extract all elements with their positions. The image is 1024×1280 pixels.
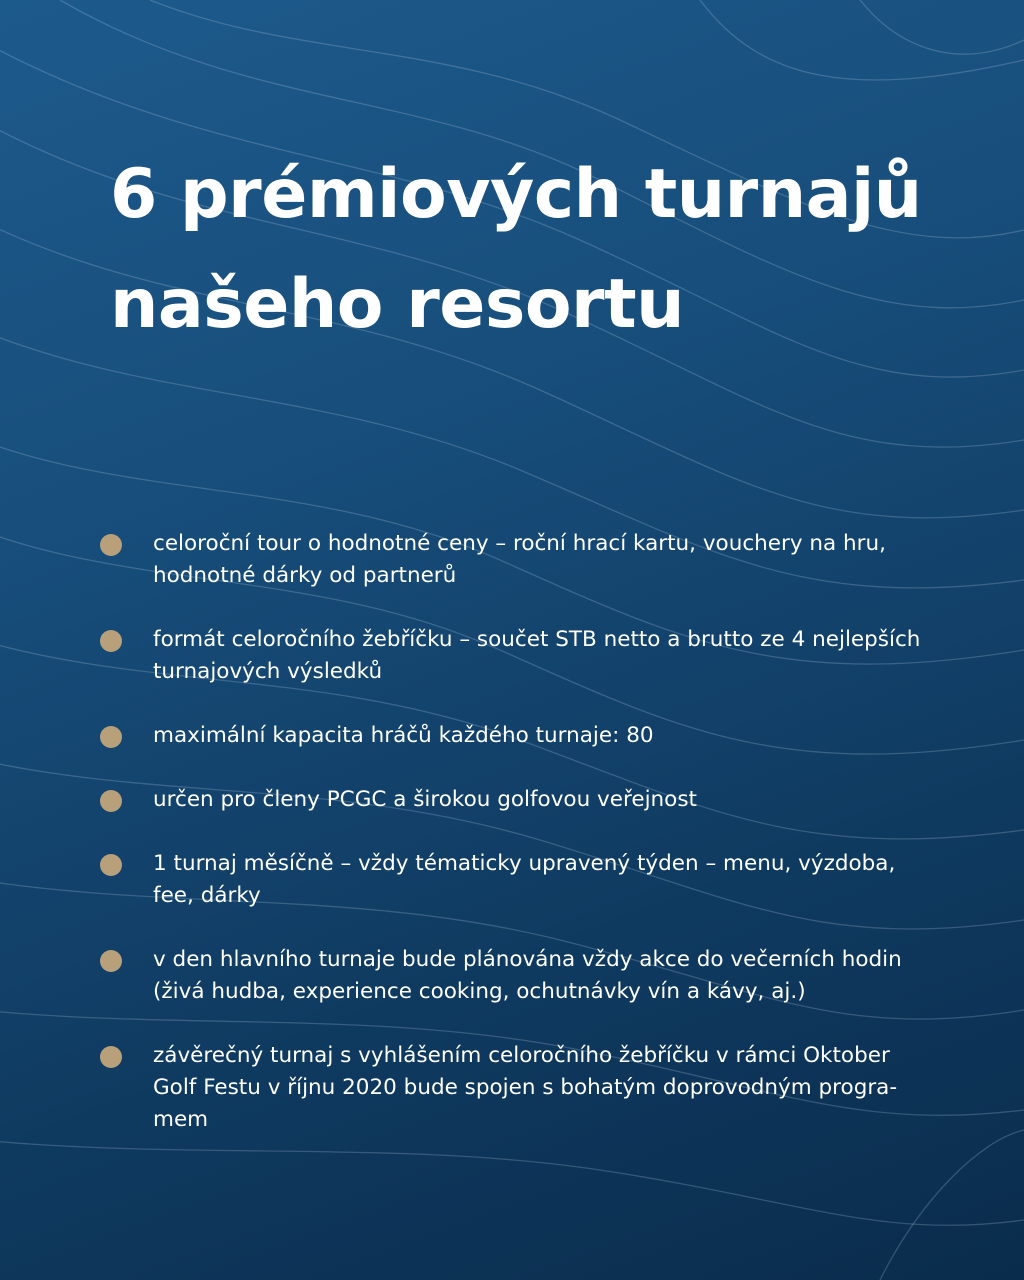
bullet-dot-icon [100, 1046, 122, 1068]
bullet-dot-icon [100, 950, 122, 972]
bullet-dot-icon [100, 790, 122, 812]
list-item-text: určen pro členy PCGC a širokou golfovou veřejnost [153, 787, 697, 812]
list-item-text: v den hlavního turnaje bude plánována vždy akce do večerních hodin (živá hudba, experience cooking, ochutnávky vín a kávy, aj.) [153, 947, 902, 1004]
wave-line [700, 0, 1024, 80]
bullet-dot-icon [100, 630, 122, 652]
page-title [110, 140, 990, 360]
list-item [0, 624, 933, 688]
list-item [0, 720, 933, 752]
list-item-text: 1 turnaj měsíčně – vždy tématicky upravený týden – menu, výzdoba, fee, dárky [153, 851, 896, 908]
list-item-text: formát celoročního žebříčku – součet STB netto a brutto ze 4 nejlepších turnajových výsledků [153, 627, 921, 684]
bullet-dot-icon [100, 854, 122, 876]
list-item [0, 944, 933, 1008]
title-line-1: 6 prémiových turnajů [110, 155, 922, 234]
list-item-text: celoroční tour o hodnotné ceny – roční hrací kartu, vouchery na hru, hodnotné dárky od partnerů [153, 531, 886, 588]
list-item-text: maximální kapacita hráčů každého turnaje: 80 [153, 723, 654, 748]
bullet-dot-icon [100, 534, 122, 556]
bullet-dot-icon [100, 726, 122, 748]
list-item [0, 848, 933, 912]
list-item [0, 1040, 933, 1136]
title-line-2: našeho resortu [110, 265, 684, 344]
wave-line [860, 0, 1024, 54]
list-item-text: závěrečný turnaj s vyhlášením celoročního žebříčku v rámci Oktober Golf Festu v říjnu 2020 bude spojen s bohatým doprovodným programem [153, 1043, 898, 1132]
list-item [0, 784, 933, 816]
list-item [0, 528, 933, 592]
feature-list [0, 528, 1024, 1168]
